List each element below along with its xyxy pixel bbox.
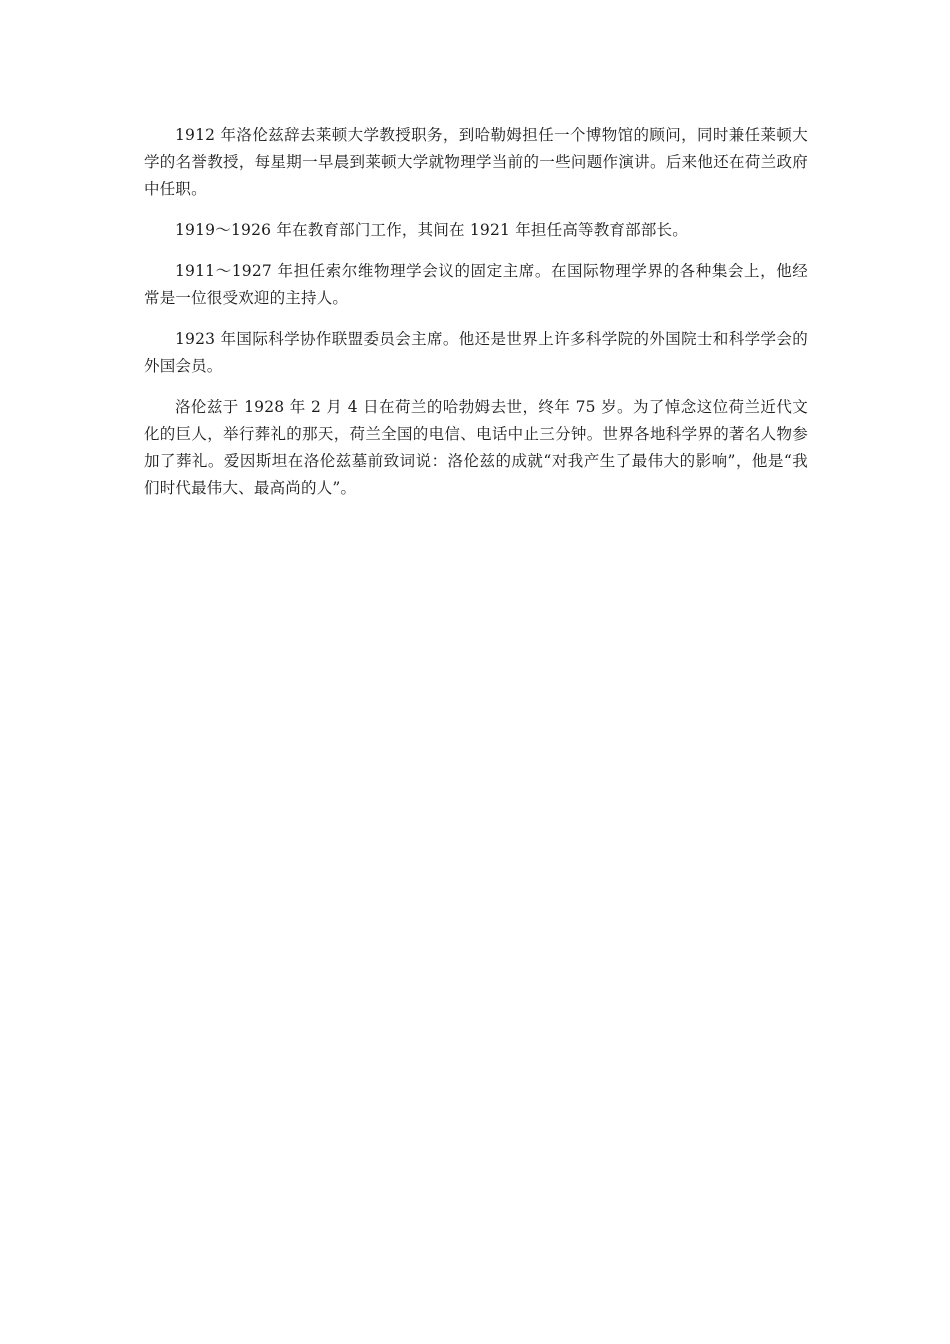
- paragraph-1919-education: 1919～1926 年在教育部门工作，其间在 1921 年担任高等教育部部长。: [175, 221, 688, 239]
- paragraph-death-1928: 洛伦兹于 1928 年 2 月 4 日在荷兰的哈勃姆去世，终年 75 岁。为了悼念这位荷兰近代文化的巨人，举行葬礼的那天，荷兰全国的电信、电话中止三分钟。世界各地科学界的著名人物参加了葬礼。爱因斯坦在洛伦兹墓前致词说：洛伦兹的成就“对我产生了最伟大的影响”，他是“我们时代最伟大、最高尚的人”。: [144, 398, 808, 497]
- paragraph-1923-union: 1923 年国际科学协作联盟委员会主席。他还是世界上许多科学院的外国院士和科学学会的外国会员。: [144, 330, 808, 375]
- document-body: [144, 122, 808, 516]
- paragraph-1911-solvay: 1911～1927 年担任索尔维物理学会议的固定主席。在国际物理学界的各种集会上，他经常是一位很受欢迎的主持人。: [144, 262, 808, 307]
- paragraph-1912-museum: 1912 年洛伦兹辞去莱顿大学教授职务，到哈勒姆担任一个博物馆的顾问，同时兼任莱顿大学的名誉教授，每星期一早晨到莱顿大学就物理学当前的一些问题作演讲。后来他还在荷兰政府中任职。: [144, 126, 808, 198]
